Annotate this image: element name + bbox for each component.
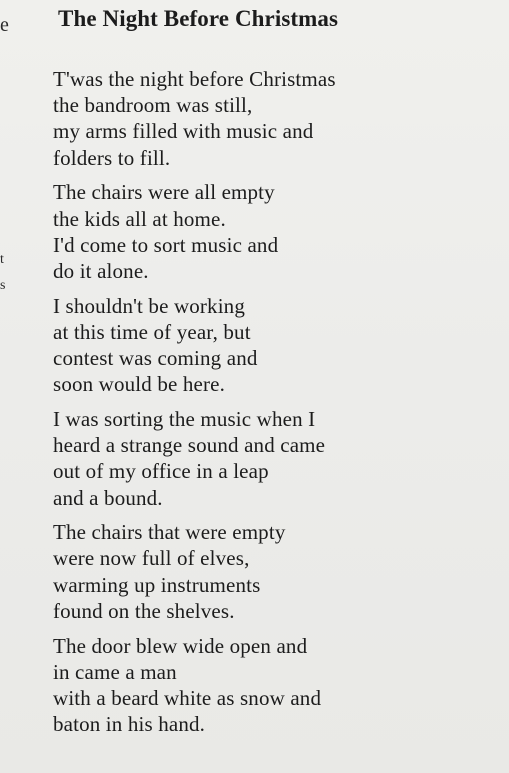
poem-body [53, 66, 498, 746]
margin-glyph: t [0, 252, 4, 267]
stanza [53, 66, 498, 171]
poem-line: I was sorting the music when I [53, 406, 316, 431]
poem-line: warming up instruments [53, 572, 261, 597]
stanza [53, 633, 498, 738]
poem-line: heard a strange sound and came [53, 433, 326, 458]
poem-line: my arms filled with music and [53, 119, 314, 144]
margin-glyph: s [0, 278, 6, 293]
poem-line: I shouldn't be working [53, 293, 245, 318]
poem-line: T'was the night before Christmas [53, 67, 336, 91]
poem-line: soon would be here. [53, 372, 225, 397]
poem-line: the kids all at home. [53, 206, 226, 231]
poem-line: were now full of elves, [53, 546, 250, 571]
poem-line: with a beard white as snow and [53, 685, 322, 710]
stanza [53, 293, 498, 398]
poem-title: The Night Before Christmas [58, 6, 339, 31]
poem-line: The door blew wide open and [53, 633, 308, 658]
poem-line: out of my office in a leap [53, 459, 269, 484]
stanza [53, 406, 498, 511]
poem-line: baton in his hand. [53, 712, 206, 737]
poem-line: contest was coming and [53, 346, 258, 371]
poem-line: in came a man [53, 659, 177, 684]
poem-line: I'd come to sort music and [53, 232, 279, 257]
stanza [53, 179, 498, 284]
poem-line: do it alone. [53, 258, 149, 283]
stanza [53, 519, 498, 624]
margin-glyph: e [0, 14, 9, 36]
poem-line: The chairs were all empty [53, 180, 275, 205]
poem-line: folders to fill. [53, 145, 171, 170]
poem-line: and a bound. [53, 485, 163, 510]
poem-line: the bandroom was still, [53, 93, 253, 118]
poem-line: The chairs that were empty [53, 520, 286, 545]
poem-line: at this time of year, but [53, 319, 251, 344]
poem-line: found on the shelves. [53, 598, 235, 623]
